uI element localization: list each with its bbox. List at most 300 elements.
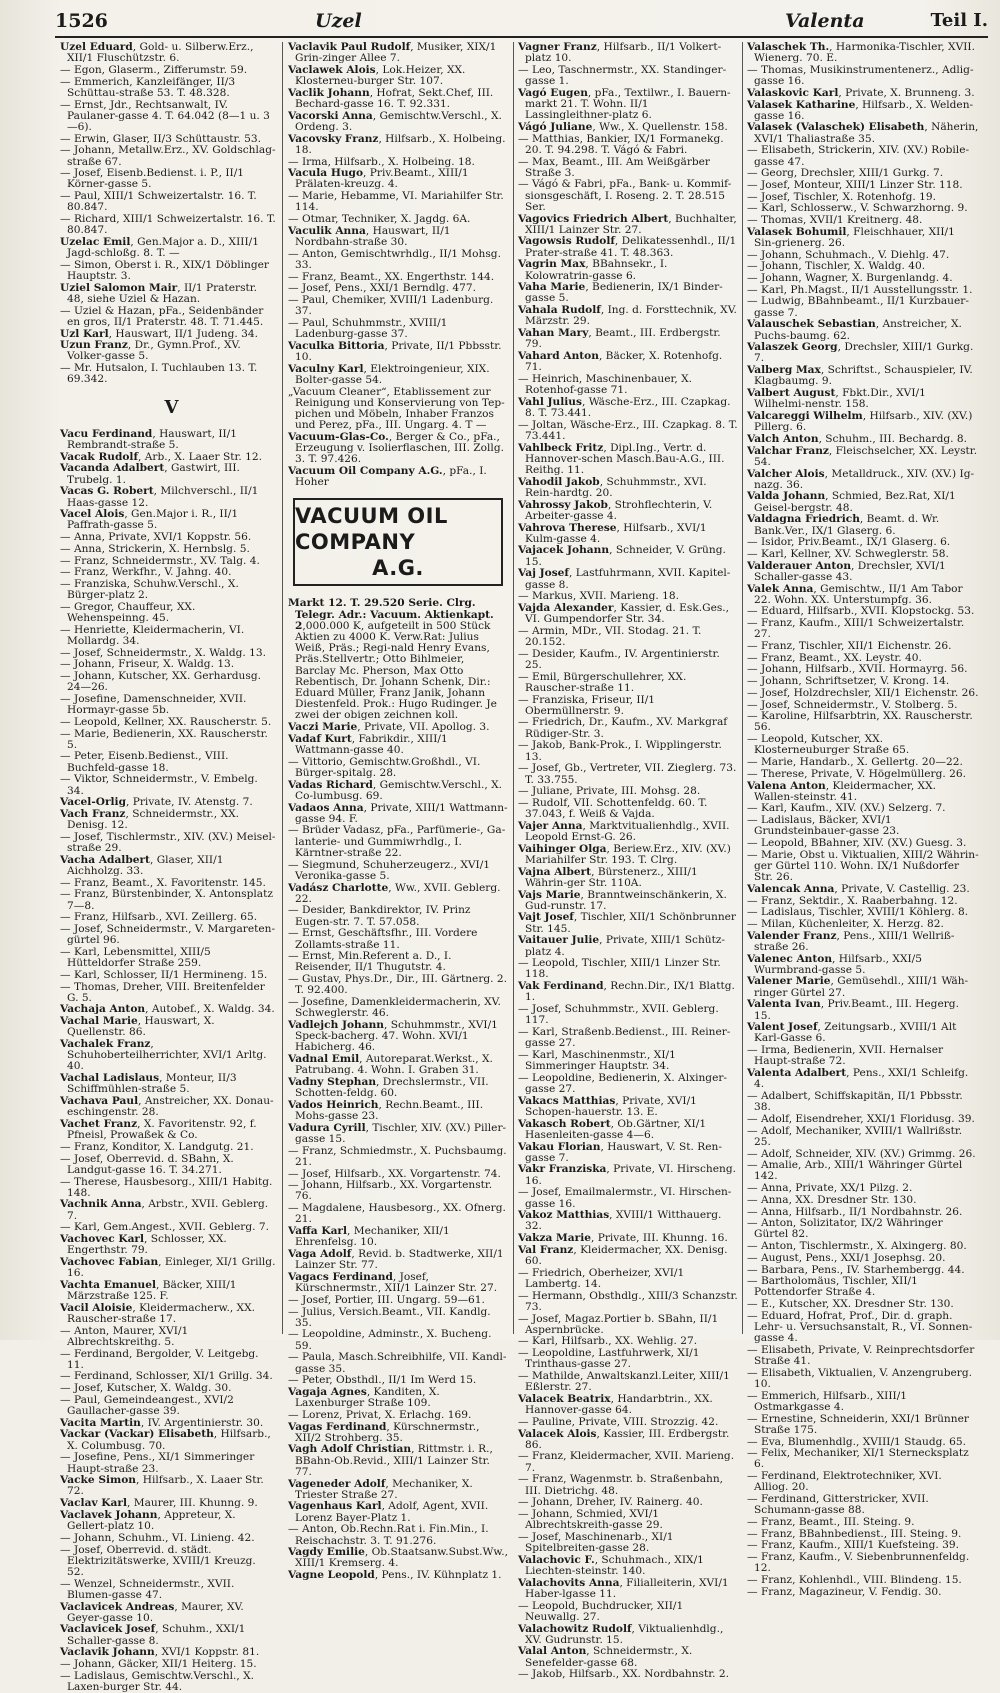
directory-entry: — Franz, Werkfhr., V. Jahng. 40.: [60, 566, 232, 579]
directory-entry: — Josef, Maschinenarb., XI/1 Spitelbreiten-gasse 28.: [518, 1530, 674, 1555]
directory-entry: — Adalbert, Schiffskapitän, II/1 Pbbsstr. 38.: [747, 1089, 963, 1114]
directory-entry: Vakasch Robert, Ob.Gärtner, XI/1 Hasenleiten-gasse 4—6.: [518, 1117, 707, 1141]
directory-entry: — Franz, Tischler, XII/1 Eichenstr. 26.: [747, 640, 952, 653]
directory-entry: — Leopoldine, Adminstr., X. Bucheng. 59.: [288, 1328, 492, 1352]
directory-entry: — Josef, Eisenb.Bedienst. i. P., II/1 Körner-gasse 5.: [60, 167, 244, 191]
directory-entry: — Johann, Gäcker, XII/1 Heiterg. 15.: [60, 1658, 257, 1671]
directory-entry: — Mathilde, Anwaltskanzl.Leiter, XIII/1 Eßlerstr. 27.: [518, 1370, 730, 1394]
directory-entry: — Anton, Maurer, XVI/1 Albrechtskreithg. 5.: [60, 1324, 189, 1348]
directory-entry: Vaitauer Julie, Private, XIII/1 Schütz-platz 4.: [518, 934, 726, 958]
page-number: 1526: [55, 10, 108, 32]
directory-entry: — Marie, Bedienerin, XX. Rauscherstr. 5.: [60, 727, 268, 751]
directory-entry: — Karl, Kellner, XV. Schweglerstr. 58.: [747, 547, 949, 560]
directory-entry: — Franz, Schneidermstr., XV. Talg. 4.: [60, 554, 260, 567]
directory-entry: Vakau Florian, Hauswart, V. St. Ren-gasse 7.: [518, 1140, 722, 1164]
directory-entry: — Irma, Bedienerin, XVII. Hernalser Haupt-straße 72.: [747, 1044, 944, 1068]
directory-entry: Vágó Juliane, Ww., X. Quellenstr. 158.: [518, 120, 728, 133]
part-label: Teil I.: [930, 10, 988, 31]
directory-entry: Valachovic F., Schuhmach., XIX/1 Liechten-steinstr. 140.: [518, 1553, 704, 1578]
directory-entry: — Karl, Maschinenmstr., XI/1 Simmeringer Hauptstr. 34.: [518, 1048, 676, 1073]
directory-entry: Vachal Marie, Hauswart, X. Quellenstr. 86.: [60, 1015, 215, 1039]
directory-entry: Vaculny Karl, Elektroingenieur, XIX. Bolter-gasse 54.: [288, 362, 490, 386]
directory-entry: — Elisabeth, Viktualien, V. Anzengruberg. 10.: [747, 1366, 972, 1391]
directory-entry: Valcareggi Wilhelm, Hilfsarb., XIV. (XV.) Pillerg. 6.: [747, 410, 973, 434]
directory-entry: Valasek (Valaschek) Elisabeth, Näherin, XVI/1 Thaliastraße 35.: [747, 121, 979, 145]
directory-entry: — Brüder Vadasz, pFa., Parfümerie-, Ga-lanterie- und Gummiwrhdlg., I. Kärntner-straße 22.: [288, 824, 506, 859]
directory-entry: — Siegmund, Schuherzeugerz., XVI/1 Veronika-gasse 5.: [288, 858, 491, 882]
directory-entry: Valek Anna, Gemischtw., II/1 Am Tabor 22. Wohn. XX. Unterstumpfg. 36.: [747, 582, 963, 606]
directory-entry: — Karoline, Hilfsarbtrin, XX. Rauscherstr. 56.: [747, 710, 973, 734]
directory-entry: Val Franz, Kleidermacher, XX. Denisg. 60.: [518, 1243, 728, 1268]
directory-entry: Vadlejch Johann, Schuhmmstr., XVI/1 Speck-bacherg. 47. Wohn. XVI/1 Habicherg. 46.: [288, 1018, 498, 1054]
directory-entry: — Josef, Oberrevid. d. SBahn, X. Landgut-gasse 16. T. 34.271.: [60, 1152, 234, 1176]
directory-entry: — Ernst, Jdr., Rechtsanwalt, IV. Paulaner-gasse 4. T. 64.042 (8—1 u. 3—6).: [60, 98, 270, 133]
directory-entry: — Franz, Kaufm., V. Siebenbrunnenfeldg. 12.: [747, 1551, 970, 1575]
directory-entry: Vakoz Matthias, XVIII/1 Witthauerg. 32.: [518, 1209, 722, 1233]
directory-entry: Vaclavicek Josef, Schuhm., XXI/1 Schaller-gasse 8.: [60, 1623, 246, 1647]
directory-entry: Vaclavek Johann, Appreteur, X. Gellert-platz 10.: [60, 1508, 236, 1533]
directory-entry: Valencak Anna, Private, V. Castellig. 23.: [747, 882, 970, 895]
directory-entry: — Magdalene, Hausbesorg., XX. Ofnerg. 21.: [288, 1202, 506, 1226]
column-2-bottom: [288, 598, 508, 1581]
directory-entry: Valaskovic Karl, Private, X. Brunneng. 3.: [747, 86, 975, 99]
directory-entry: — Barbara, Pens., IV. Starhembergg. 44.: [747, 1263, 965, 1276]
directory-entry: — Josef, Kutscher, X. Waldg. 30.: [60, 1382, 232, 1395]
directory-entry: — Vittorio, Gemischtw.Großhdl., VI. Bürger-spitalg. 28.: [288, 755, 481, 779]
directory-entry: — Johann, Hilfsarb., XX. Vorgartenstr. 76.: [288, 1179, 493, 1203]
directory-entry: — Eva, Blumenhdlg., XVIII/1 Staudg. 65.: [747, 1435, 966, 1448]
directory-entry: Vagrin Max, BBahnsekr., I. Kolowratrin-gasse 6.: [518, 258, 668, 282]
directory-entry: — Josef, Gb., Vertreter, VII. Zieglerg. 73. T. 33.755.: [518, 762, 737, 786]
directory-entry: Vachnik Anna, Arbstr., XVII. Geblerg. 7.: [60, 1198, 269, 1222]
page-header: [55, 8, 988, 38]
directory-entry: — Josef, Pens., XXI/1 Berndlg. 477.: [288, 282, 477, 295]
directory-entry: Vaclawek Alois, Lok.Heizer, XX. Klosterneu-burger Str. 107.: [288, 63, 466, 88]
directory-entry: — Franz, Konditor, X. Landgutg. 21.: [60, 1140, 254, 1153]
directory-entry: — Johann, Hilfsarb., XVII. Hormayrg. 56.: [747, 663, 968, 676]
directory-entry: — Jakob, Hilfsarb., XX. Nordbahnstr. 2.: [518, 1668, 729, 1681]
directory-entry: Valaszek Georg, Drechsler, XIII/1 Gurkg. 7.: [747, 341, 974, 365]
directory-entry: — Josefine, Damenschneider, XVII. Hormayr-gasse 5b.: [60, 692, 247, 717]
directory-entry: — Johann, Kutscher, XX. Gerhardusg. 24—26.: [60, 670, 261, 694]
directory-entry: — Julius, Versich.Beamt., VII. Kandlg. 35.: [288, 1305, 491, 1329]
directory-entry: Vaclav Karl, Maurer, III. Khunng. 9.: [60, 1497, 258, 1510]
directory-entry: — Rudolf, VII. Schottenfeldg. 60. T. 37.043, f. Weiß & Vajda.: [518, 796, 708, 821]
directory-entry: — Therese, Private, V. Högelmüllerg. 26.: [747, 767, 966, 780]
directory-entry: — Elisabeth, Strickerin, XIV. (XV.) Robile-gasse 47.: [747, 144, 970, 168]
directory-entry: — Karl, Lebensmittel, XIII/5 Hütteldorfer Straße 259.: [60, 945, 211, 970]
directory-entry: — Josef, Schneidermstr., V. Margareten-gürtel 96.: [60, 923, 276, 947]
directory-entry: Vacke Simon, Hilfsarb., X. Laaer Str. 72.: [60, 1474, 264, 1498]
directory-entry: — Friedrich, Dr., Kaufm., XV. Markgraf Rüdiger-Str. 3.: [518, 716, 728, 740]
directory-entry: — Josefine, Damenkleidermacherin, XV. Schweglerstr. 46.: [288, 996, 501, 1020]
directory-entry: — Paula, Masch.Schreibhilfe, VII. Kandl-gasse 35.: [288, 1351, 507, 1375]
directory-entry: — Thomas, Dreher, VIII. Breitenfelder G. 5.: [60, 980, 265, 1004]
directory-entry: Vadaf Kurt, Fabrikdir., XIII/1 Wattmann-gasse 40.: [288, 732, 448, 757]
directory-entry: — Thomas, Musikinstrumentenerz., Adlig-gasse 16.: [747, 63, 974, 88]
directory-entry: Vacanda Adalbert, Gastwirt, III. Trubelg. 1.: [60, 462, 240, 486]
column-4: [747, 41, 979, 1598]
directory-entry: — Karl, Ph.Magst., II/1 Ausstellungsstr. 1.: [747, 283, 973, 296]
directory-entry: Valacek Beatrix, Handarbtrin., XX. Hannover-gasse 64.: [518, 1392, 713, 1417]
directory-entry: — Ladislaus, Tischler, XVIII/1 Köhlerg. 8.: [747, 906, 969, 919]
directory-entry: — Eduard, Hilfsarb., XVII. Klopstockg. 53.: [747, 605, 975, 618]
directory-entry: — Franz, Kohlenhdl., VIII. Blindeng. 15.: [747, 1574, 962, 1587]
directory-entry: — Erwin, Glaser, II/3 Schüttaustr. 53.: [60, 132, 261, 145]
directory-entry: Vaihinger Olga, Beriew.Erz., XIV. (XV.) Mariahilfer Str. 193. T. Clrg.: [518, 842, 731, 866]
directory-entry: Vados Heinrich, Rechn.Beamt., III. Mohs-gasse 23.: [288, 1098, 484, 1123]
directory-entry: — Paul, XIII/1 Schweizertalstr. 16. T. 80.847.: [60, 190, 257, 214]
directory-entry: Valener Marie, Gemüsehdl., XIII/1 Wäh-ringer Gürtel 27.: [747, 975, 969, 999]
directory-entry: „Vacuum Cleaner“, Etablissement zur Reinigung und Konservierung von Tep-pichen und Möbeln, Inhaber Franzos und Perez, pFa., III. Ungarg. 4. T —: [288, 385, 505, 432]
directory-entry: — Lorenz, Privat, X. Erlachg. 169.: [288, 1408, 472, 1421]
directory-entry: — Leopoldine, Lastfuhrwerk, XI/1 Trinthaus-gasse 27.: [518, 1347, 700, 1371]
directory-entry: Vacel-Orlig, Private, IV. Atenstg. 7.: [60, 796, 253, 809]
directory-entry: — Wenzel, Schneidermstr., XVII. Blumen-gasse 47.: [60, 1577, 235, 1601]
ad-title: VACUUM OIL COMPANY: [295, 504, 448, 555]
directory-entry: Vacas G. Robert, Milchverschl., II/1 Haas-gasse 12.: [60, 485, 259, 509]
directory-entry: Vacel Alois, Gen.Major i. R., II/1 Paffrath-gasse 5.: [60, 508, 239, 532]
directory-entry: — Karl, Kaufm., XIV. (XV.) Selzerg. 7.: [747, 802, 946, 815]
directory-entry: Vacu Ferdinand, Hauswart, II/1 Rembrandt-straße 5.: [60, 427, 237, 451]
directory-entry: — Leopold, Kellner, XX. Rauscherstr. 5.: [60, 715, 272, 728]
directory-entry: Valbert August, Fbkt.Dir., XVI/1 Wilhelmi-nenstr. 158.: [747, 387, 926, 411]
directory-entry: — Josef, Schneidermstr., V. Stolberg. 5.: [747, 698, 958, 711]
directory-entry: Vachovec Karl, Schlosser, XX. Engerthstr. 79.: [60, 1233, 227, 1257]
directory-entry: — Johann, Schuhm., VI. Linieng. 42.: [60, 1531, 255, 1544]
directory-entry: — Bartholomäus, Tischler, XII/1 Pottendorfer Straße 4.: [747, 1275, 918, 1299]
directory-entry: — Hermann, Obsthdlg., XIII/3 Schanzstr. 73.: [518, 1289, 738, 1313]
directory-entry: Uzl Karl, Hauswart, II/1 Judeng. 34.: [60, 327, 258, 340]
directory-entry: Valenec Anton, Hilfsarb., XXI/5 Wurmbrand-gasse 5.: [747, 952, 922, 976]
directory-entry: — Karl, Schlosser, II/1 Hermineng. 15.: [60, 968, 268, 981]
directory-entry: Vahala Rudolf, Ing. d. Forsttechnik, XV. Märzstr. 29.: [518, 304, 737, 328]
directory-entry: — Johann, Wagner, X. Burgenlandg. 4.: [747, 272, 953, 285]
directory-entry: Valberg Max, Schriftst., Schauspieler, IV. Klagbaumg. 9.: [747, 364, 973, 388]
directory-entry: Vaclavik Paul Rudolf, Musiker, XIX/1 Grin-zinger Allee 7.: [288, 41, 497, 65]
column-1: [60, 41, 276, 1693]
directory-entry: — Ferdinand, Bergolder, V. Leitgebg. 11.: [60, 1347, 259, 1371]
directory-entry: Vaj Josef, Lastfuhrmann, XVII. Kapitel-gasse 8.: [518, 567, 731, 591]
directory-entry: Vakza Marie, Private, III. Khunng. 16.: [518, 1232, 728, 1245]
directory-entry: — Desider, Kaufm., IV. Argentinierstr. 25.: [518, 647, 720, 671]
directory-entry: — Johann, Schuhmach., V. Diehlg. 47.: [747, 248, 950, 261]
directory-entry: Vacovsky Franz, Hilfsarb., X. Holbeing. 18.: [288, 132, 506, 156]
directory-entry: Uzelac Emil, Gen.Major a. D., XIII/1 Jagd-schloßg. 8. T. —: [60, 235, 259, 260]
directory-entry: — Johann, Tischler, X. Waldg. 40.: [747, 260, 926, 273]
directory-entry: Vajt Josef, Tischler, XII/1 Schönbrunner Str. 145.: [518, 911, 736, 935]
directory-entry: Valent Josef, Zeitungsarb., XVIII/1 Alt Karl-Gasse 6.: [747, 1021, 957, 1045]
directory-entry: — Anna, Private, XX/1 Pilzg. 2.: [747, 1182, 913, 1195]
directory-entry: — Anna, Strickerin, X. Hernbslg. 5.: [60, 542, 250, 555]
directory-entry: — Ladislaus, Bäcker, XVI/1 Grundsteinbauer-gasse 23.: [747, 814, 900, 838]
directory-entry: Vagas Ferdinand, Kürschnermstr., XII/2 Strohberg. 35.: [288, 1420, 480, 1444]
directory-entry: — Franziska, Friseur, II/1 Obermüllnerstr. 9.: [518, 693, 656, 717]
directory-entry: — Josef, Oberrevid. d. städt. Elektrizitätswerke, XVIII/1 Kreuzg. 52.: [60, 1543, 256, 1578]
directory-entry: — Marie, Hebamme, VI. Mariahilfer Str. 114.: [288, 190, 504, 214]
directory-entry: — Max, Beamt., III. Am Weißgärber Straße 3.: [518, 155, 710, 179]
directory-entry: — Franz, Magazineur, V. Fendig. 30.: [747, 1585, 942, 1598]
directory-entry: Vagh Adolf Christian, Rittmstr. i. R., BBahn-Ob.Revid., XIII/1 Lainzer Str. 77.: [288, 1443, 493, 1478]
directory-entry: — Eduard, Hofrat, Prof., Dir. d. graph. Lehr- u. Versuchsanstalt, R., VI. Sonnen-gasse 4.: [747, 1309, 973, 1345]
directory-entry: — Emmerich, Hilfsarb., XIII/1 Ostmarkgasse 4.: [747, 1389, 908, 1413]
directory-entry: Valal Anton, Schneidermstr., X. Senefelder-gasse 68.: [518, 1645, 693, 1669]
directory-entry: — Gregor, Chauffeur, XX. Wehenspeinng. 45.: [60, 600, 196, 625]
directory-entry: — Josef, Holzdrechsler, XII/1 Eichenstr. 26.: [747, 686, 979, 699]
directory-entry: Valenta Adalbert, Pens., XXI/1 Schleifg. 4.: [747, 1067, 969, 1091]
directory-entry: — Franz, Sektdir., X. Raaberbahng. 12.: [747, 894, 958, 907]
directory-entry: Valachovits Anna, Filialleiterin, XVI/1 Haber-lgasse 11.: [518, 1576, 729, 1600]
directory-entry: — Markus, XVII. Marieng. 18.: [518, 590, 679, 603]
directory-entry: — Karl, Gem.Angest., XVII. Geblerg. 7.: [60, 1221, 269, 1234]
directory-entry: Vadaos Anna, Private, XIII/1 Wattmann-gasse 94. F.: [288, 801, 508, 825]
directory-entry: Uzun Franz, Dr., Gymn.Prof., XV. Volker-gasse 5.: [60, 339, 241, 363]
directory-entry: Vacuum Oil Company A.G., pFa., I. Hoher: [288, 465, 487, 489]
directory-entry: — Anna, Hilfsarb., II/1 Nordbahnstr. 26.: [747, 1205, 963, 1218]
directory-entry: Vacak Rudolf, Arb., X. Laaer Str. 12.: [60, 450, 262, 463]
directory-entry: — Amalie, Arb., XIII/1 Währinger Gürtel 142.: [747, 1159, 963, 1183]
directory-entry: — Josef, Magaz.Portier b. SBahn, II/1 Aspernbrücke.: [518, 1312, 719, 1336]
directory-entry: — Johann, Friseur, X. Waldg. 13.: [60, 658, 235, 671]
directory-entry: — Ferdinand, Elektrotechniker, XVI. Alliog. 20.: [747, 1470, 942, 1494]
directory-entry: Vacha Adalbert, Glaser, XII/1 Aichholzg. 33.: [60, 853, 224, 878]
directory-entry: — Jakob, Bank-Prok., I. Wipplingerstr. 13.: [518, 739, 722, 763]
directory-entry: — Johann, Dreher, IV. Rainerg. 40.: [518, 1496, 703, 1509]
directory-entry: Vahodil Jakob, Schuhmmstr., XVI. Rein-hardtg. 20.: [518, 475, 707, 499]
column-divider: [282, 42, 283, 1334]
directory-entry: — Franz, Kleidermacher, XVII. Marieng. 7.: [518, 1450, 735, 1474]
directory-entry: — Irma, Hilfsarb., X. Holbeing. 18.: [288, 155, 475, 168]
directory-entry: — Elisabeth, Private, V. Reinprechtsdorfer Straße 41.: [747, 1343, 975, 1368]
directory-entry: Vachalek Franz, Schuhoberteilherrichter, XVI/1 Arltg. 40.: [60, 1038, 267, 1073]
directory-entry: — Richard, XIII/1 Schweizertalstr. 16. T. 80.847.: [60, 213, 276, 237]
directory-entry: Vajs Marie, Branntweinschänkerin, X. Gud-runstr. 17.: [518, 888, 727, 912]
directory-entry: — Karl, Schlosserw., V. Schwarzhorng. 9.: [747, 202, 968, 215]
directory-entry: Valderauer Anton, Drechsler, XVI/1 Schaller-gasse 43.: [747, 559, 946, 583]
directory-entry: Markt 12. T. 29.520 Serie. Clrg. Telegr. Adr.: Vacuum. Aktienkapt. 2,000.000 K, aufgeteilt in 500 Stück Aktien zu 4000 K. Verw.Rat: Julius Weiß, Präs.; Regi-nald Henry Evans, Präs.Stellvertr.; Otto Bihlmeier, Barclay Mc. Pherson, Max Otto Rebentisch, Dr. Johann Schenk, Dir.: Eduard Müller, Franz Janik, Johann Diestenfeld. Prok.: Hugo Rudinger. Je zwei der obigen zeichnen koll.: [288, 597, 497, 722]
directory-entry: — Felix, Mechaniker, XI/1 Sternecksplatz 6.: [747, 1447, 969, 1471]
directory-entry: — Desider, Bankdirektor, IV. Prinz Eugen-str. 7. T. 57.058.: [288, 904, 471, 928]
directory-entry: Vachava Paul, Anstreicher, XX. Donau-eschingenstr. 28.: [60, 1095, 274, 1119]
directory-entry: Valender Franz, Pens., XIII/1 Wellriß-straße 26.: [747, 929, 955, 953]
directory-entry: — Franz, Beamt., X. Favoritenstr. 145.: [60, 876, 266, 889]
directory-entry: Uzel Eduard, Gold- u. Silberw.Erz., XII/1 Fluschützstr. 6.: [60, 41, 254, 65]
directory-entry: Vagaja Agnes, Kanditen, X. Laxenburger Straße 109.: [288, 1385, 440, 1410]
directory-entry: Vageneder Adolf, Mechaniker, X. Triester Straße 27.: [288, 1477, 473, 1501]
column-divider: [513, 42, 514, 1334]
directory-entry: Vajna Albert, Bürstenerz., XIII/1 Währin-ger Str. 110A.: [518, 865, 698, 889]
directory-entry: Vachal Ladislaus, Monteur, II/3 Schiffmühlen-straße 5.: [60, 1072, 237, 1096]
directory-entry: — Franz, Wagenmstr. b. Straßenbahn, III. Dietrichg. 48.: [518, 1473, 724, 1497]
directory-entry: Vaclavik Johann, XVI/1 Koppstr. 81.: [60, 1646, 260, 1659]
directory-entry: Vach Franz, Schneidermstr., XX. Denisg. 12.: [60, 808, 239, 832]
directory-entry: Valdagna Friedrich, Beamt. d. Wr. Bank.Ver., IX/1 Glaserg. 6.: [747, 513, 940, 537]
directory-entry: — Franz, Beamt., XX. Engerthstr. 144.: [288, 270, 495, 283]
directory-entry: — Johann, Schriftsetzer, V. Krong. 14.: [747, 675, 950, 688]
directory-entry: — Juliane, Private, III. Mohsg. 28.: [518, 785, 701, 798]
directory-entry: — Franz, Bürstenbinder, X. Antonsplatz 7—8.: [60, 888, 273, 912]
directory-entry: — Josef, Schneidermstr., X. Waldg. 13.: [60, 646, 267, 659]
directory-entry: — Joltan, Wäsche-Erz., III. Czapkag. 8. T. 73.441.: [518, 418, 738, 442]
directory-entry: Vadnal Emil, Autoreparat.Werkst., X. Patrubang. 4. Wohn. I. Graben 31.: [288, 1053, 493, 1077]
directory-entry: Vagovics Friedrich Albert, Buchhalter, XIII/1 Lainzer Str. 27.: [518, 212, 737, 236]
directory-entry: — Adolf, Schneider, XIV. (XV.) Grimmg. 26.: [747, 1147, 976, 1160]
directory-entry: — Matthias, Bankier, IX/1 Formanekg. 20. T. 94.298. T. Vágó & Fabri.: [518, 132, 724, 156]
column-3: [518, 41, 738, 1681]
directory-entry: Vadny Stephan, Drechslermstr., VII. Schotten-feldg. 60.: [288, 1075, 489, 1100]
directory-entry: — Egon, Glaserm., Zifferumstr. 59.: [60, 63, 248, 76]
directory-entry: Vaczi Marie, Private, VII. Apollog. 3.: [288, 721, 490, 734]
directory-entry: — Ferdinand, Schlosser, XI/1 Grillg. 34.: [60, 1370, 273, 1383]
directory-entry: Vachta Emanuel, Bäcker, XIII/1 Märzstraße 125. F.: [60, 1278, 237, 1303]
directory-entry: Vachovec Fabian, Einleger, XI/1 Grillg. 16.: [60, 1255, 276, 1280]
directory-entry: — Milan, Küchenleiter, X. Herzg. 82.: [747, 917, 944, 930]
directory-entry: — Johann, Metallw.Erz., XV. Goldschlag-straße 67.: [60, 144, 276, 168]
directory-entry: — Heinrich, Maschinenbauer, X. Rotenhof-gasse 71.: [518, 372, 693, 397]
directory-entry: — Leopold, Kutscher, XX. Klosterneuburger Straße 65.: [747, 733, 910, 757]
directory-entry: — Leopold, Buchdrucker, XII/1 Neuwallg. 27.: [518, 1599, 684, 1623]
directory-entry: — Gustav, Phys.Dr., Dir., III. Gärtnerg. 2. T. 92.400.: [288, 973, 508, 997]
directory-entry: — August, Pens., XXI/1 Josephsg. 20.: [747, 1251, 946, 1264]
directory-entry: — Karl, Straßenb.Bedienst., III. Reiner-gasse 27.: [518, 1025, 731, 1050]
directory-entry: Vackar (Vackar) Elisabeth, Hilfsarb., X. Columbusg. 70.: [60, 1428, 271, 1452]
directory-entry: Valcher Alois, Metalldruck., XIV. (XV.) Ig-nazg. 36.: [747, 467, 975, 491]
directory-entry: Vajacek Johann, Schneider, V. Grüng. 15.: [518, 544, 726, 568]
directory-entry: Vacuum-Glas-Co., Berger & Co., pFa., Erzeugung v. Isolierflaschen, III. Zollg. 3. T. 97.426.: [288, 430, 504, 466]
directory-entry: — Leo, Taschnermstr., XX. Standinger-gasse 1.: [518, 63, 727, 88]
directory-entry: — Leopold, BBahner, XIV. (XV.) Guesg. 3.: [747, 837, 967, 850]
directory-entry: — Emil, Bürgerschullehrer, XX. Rauscher-straße 11.: [518, 670, 687, 694]
directory-entry: Vachaja Anton, Autobef., X. Waldg. 34.: [60, 1003, 275, 1016]
directory-entry: — Vágó & Fabri, pFa., Bank- u. Kommif-sionsgeschäft, I. Roseng. 2. T. 28.515 Ser.: [518, 178, 732, 213]
directory-entry: Vak Ferdinand, Rechn.Dir., IX/1 Blattg. 1.: [518, 980, 735, 1004]
directory-entry: Valch Anton, Schuhm., III. Bechardg. 8.: [747, 432, 967, 445]
directory-entry: — Leopold, Tischler, XIII/1 Linzer Str. 118.: [518, 957, 721, 981]
directory-entry: Vagne Leopold, Pens., IV. Kühnplatz 1.: [288, 1569, 502, 1582]
directory-entry: Vadas Richard, Gemischtw.Verschl., X. Co-lumbusg. 69.: [288, 778, 503, 802]
directory-entry: — Thomas, XVII/1 Kreitnerg. 48.: [747, 214, 923, 227]
directory-entry: — Paul, Chemiker, XVIII/1 Ladenburg. 37.: [288, 293, 494, 318]
directory-entry: — Anton, Tischlermstr., X. Alxingerg. 80.: [747, 1240, 967, 1253]
directory-entry: Vahl Julius, Wäsche-Erz., III. Czapkag. 8. T. 73.441.: [518, 395, 731, 419]
directory-entry: — Mr. Hutsalon, I. Tuchlauben 13. T. 69.342.: [60, 362, 258, 386]
ad-subtitle: A.G.: [372, 556, 424, 581]
directory-entry: — Josef, Hilfsarb., XX. Vorgartenstr. 74.: [288, 1167, 501, 1180]
guide-word-left: Uzel: [315, 10, 362, 32]
directory-entry: — Ladislaus, Gemischtw.Verschl., X. Laxen-burger Str. 44.: [60, 1669, 255, 1693]
directory-entry: — Otmar, Techniker, X. Jagdg. 6A.: [288, 213, 471, 226]
directory-entry: — Anton, Gemischtwrhdlg., II/1 Mohsg. 33.: [288, 247, 501, 271]
directory-entry: Vacita Martin, IV. Argentinierstr. 30.: [60, 1416, 264, 1429]
vacuum-oil-advertisement: [293, 498, 503, 586]
directory-entry: — Josefine, Pens., XI/1 Simmeringer Haupt-straße 23.: [60, 1451, 255, 1475]
directory-entry: Vacorski Anna, Gemischtw.Verschl., X. Ordeng. 3.: [288, 109, 502, 133]
directory-entry: — Marie, Handarb., X. Gellertg. 20—22.: [747, 756, 963, 769]
directory-entry: — Henriette, Kleidermacherin, VI. Mollardg. 34.: [60, 623, 245, 647]
directory-entry: — Franz, Beamt., III. Steing. 9.: [747, 1516, 915, 1528]
directory-entry: — Franz, Kaufm., XIII/1 Kuefsteing. 39.: [747, 1539, 959, 1552]
directory-entry: — Anton, Solizitator, IX/2 Währinger Gürtel 82.: [747, 1217, 943, 1241]
directory-entry: — Isidor, Priv.Beamt., IX/1 Glaserg. 6.: [747, 536, 951, 549]
directory-entry: Vajda Alexander, Kassier, d. Esk.Ges., VI. Gumpendorfer Str. 34.: [518, 601, 730, 626]
directory-entry: Vagner Franz, Hilfsarb., II/1 Volkert-platz 10.: [518, 41, 722, 65]
directory-entry: Vagenhaus Karl, Adolf, Agent, XVII. Lorenz Bayer-Platz 1.: [288, 1500, 489, 1524]
directory-entry: Vaha Marie, Bedienerin, IX/1 Binder-gasse 5.: [518, 281, 723, 305]
directory-entry: — Ludwig, BBahnbeamt., II/1 Kurzbauer-gasse 7.: [747, 295, 969, 319]
directory-entry: Vaculik Anna, Hauswart, II/1 Nordbahn-straße 30.: [288, 224, 451, 248]
directory-entry: — Ernst, Geschäftsfhr., III. Vordere Zollamts-straße 11.: [288, 927, 478, 951]
directory-entry: — Marie, Obst u. Viktualien, XIII/2 Währin-ger Gürtel 110. Wohn. IX/1 Nußdorfer Str. 26.: [747, 848, 979, 884]
section-letter: V: [164, 396, 179, 418]
directory-entry: — Johann, Schmied, XVI/1 Albrechtskreith-gasse 29.: [518, 1508, 663, 1532]
directory-entry: Vaculka Bittoria, Private, II/1 Pbbsstr. 10.: [288, 339, 502, 363]
directory-entry: Vaclik Johann, Hofrat, Sekt.Chef, III. Bechard-gasse 16. T. 92.331.: [288, 86, 494, 111]
directory-entry: Vacula Hugo, Priv.Beamt., XIII/1 Prälaten-kreuzg. 4.: [288, 167, 469, 191]
directory-entry: — Karl, Hilfsarb., XX. Wehlig. 27.: [518, 1335, 698, 1348]
directory-entry: Vagacs Ferdinand, Josef, Kürschnermstr., XII/1 Lainzer Str. 27.: [288, 1270, 498, 1295]
directory-entry: Vagdy Emilie, Ob.Staatsanw.Subst.Ww., XIII/1 Kremserg. 4.: [288, 1546, 508, 1570]
directory-entry: Valasek Katharine, Hilfsarb., X. Welden-gasse 16.: [747, 98, 974, 122]
directory-entry: — Viktor, Schneidermstr., V. Embelg. 34.: [60, 773, 258, 797]
directory-entry: Vahan Mary, Beamt., III. Erdbergstr. 79.: [518, 327, 721, 351]
directory-entry: — Ferdinand, Gitterstricker, XVII. Schumann-gasse 88.: [747, 1493, 929, 1517]
directory-entry: Vahlbeck Fritz, Dipl.Ing., Vertr. d. Hannover-schen Masch.Bau-A.G., III. Reithg. 11.: [518, 441, 725, 477]
directory-entry: Vakacs Matthias, Private, XVI/1 Schopen-hauerstr. 13. E.: [518, 1094, 697, 1118]
directory-entry: — Franz, Kaufm., XIII/1 Schweizertalstr. 27.: [747, 617, 965, 641]
directory-entry: Valaschek Th., Harmonika-Tischler, XVII. Wienerg. 70. E.: [747, 41, 975, 65]
directory-entry: Uziel Salomon Mair, II/1 Praterstr. 48, siehe Uziel & Hazan.: [60, 281, 258, 305]
directory-entry: — Georg, Drechsler, XIII/1 Gurkg. 7.: [747, 167, 944, 180]
directory-entry: Vajer Anna, Marktvitualienhdlg., XVII. Leopold Ernst-G. 26.: [518, 819, 730, 844]
directory-entry: — Friedrich, Oberheizer, XVI/1 Lambertg. 14.: [518, 1266, 685, 1290]
directory-entry: — Franziska, Schuhw.Verschl., X. Bürger-platz 2.: [60, 577, 239, 602]
column-2: [288, 41, 508, 1582]
directory-entry: — Josef, Portier, III. Ungarg. 59—61.: [288, 1293, 485, 1306]
directory-entry: Valena Anton, Kleidermacher, XX. Wallen-steinstr. 41.: [747, 779, 937, 803]
directory-entry: — Josef, Tischler, X. Rotenhofg. 19.: [747, 190, 936, 203]
directory-entry: Vahrova Therese, Hilfsarb., XVI/1 Kulm-gasse 4.: [518, 521, 707, 545]
directory-entry: — Leopoldine, Bedienerin, X. Alxinger-gasse 27.: [518, 1071, 727, 1095]
directory-entry: Vadász Charlotte, Ww., XVII. Geblerg. 22.: [288, 881, 501, 905]
directory-entry: — Anna, Private, XVI/1 Koppstr. 56.: [60, 531, 252, 544]
column-2-top: [288, 42, 508, 488]
directory-entry: — Josef, Emailmalermstr., VI. Hirschen-gasse 16.: [518, 1186, 732, 1210]
directory-entry: Vacil Aloisie, Kleidermacherw., XX. Rauscher-straße 17.: [60, 1301, 255, 1325]
directory-entry: Vaga Adolf, Revid. b. Stadtwerke, XII/1 Lainzer Str. 77.: [288, 1248, 504, 1272]
directory-entry: Vaclavicek Andreas, Maurer, XV. Geyer-gasse 10.: [60, 1600, 244, 1624]
directory-entry: — E., Kutscher, XX. Dresdner Str. 130.: [747, 1298, 954, 1311]
directory-entry: Valachowitz Rudolf, Viktualienhdlg., XV. Gudrunstr. 15.: [518, 1622, 724, 1646]
directory-entry: Vagó Eugen, pFa., Textilwr., I. Bauern-markt 21. T. Wohn. II/1 Lassingleithner-platz 6.: [518, 86, 731, 122]
directory-entry: Vadura Cyrill, Tischler, XIV. (XV.) Piller-gasse 15.: [288, 1121, 507, 1145]
directory-entry: — Ernestine, Schneiderin, XXI/1 Brünner Straße 175.: [747, 1412, 969, 1436]
directory-entry: — Adolf, Eisendreher, XXI/1 Floridusg. 39.: [747, 1112, 975, 1125]
directory-entry: Valchar Franz, Fleischselcher, XX. Leystr. 54.: [747, 444, 978, 468]
directory-entry: — Franz, Hilfsarb., XVI. Zeillerg. 65.: [60, 911, 258, 924]
guide-word-right: Valenta: [785, 10, 865, 32]
directory-entry: Valasek Bohumil, Fleischhauer, XII/1 Sin-grienerg. 26.: [747, 225, 955, 249]
directory-entry: — Paul, Schuhmmstr., XVIII/1 Ladenburg-gasse 37.: [288, 316, 448, 341]
directory-entry: Valacek Alois, Kassier, III. Erdbergstr. 86.: [518, 1427, 730, 1451]
directory-entry: Valda Johann, Schmied, Bez.Rat, XI/1 Geisel-bergstr. 48.: [747, 490, 956, 514]
directory-entry: — Pauline, Private, VIII. Strozzig. 42.: [518, 1415, 719, 1428]
directory-entry: Vakr Franziska, Private, VI. Hirscheng. 16.: [518, 1163, 736, 1187]
directory-entry: — Peter, Eisenb.Bedienst., VIII. Buchfeld-gasse 18.: [60, 750, 229, 774]
directory-entry: — Franz, BBahnbedienst., III. Steing. 9.: [747, 1527, 962, 1540]
directory-entry: — Ernst, Min.Referent a. D., I. Reisender, II/1 Thugutstr. 4.: [288, 950, 452, 974]
directory-entry: — Paul, Gemeindeangest., XVI/2 Gaullacher-gasse 39.: [60, 1393, 234, 1418]
directory-entry: Vagowsis Rudolf, Delikatessenhdl., II/1 Prater-straße 41. T. 48.363.: [518, 235, 737, 259]
